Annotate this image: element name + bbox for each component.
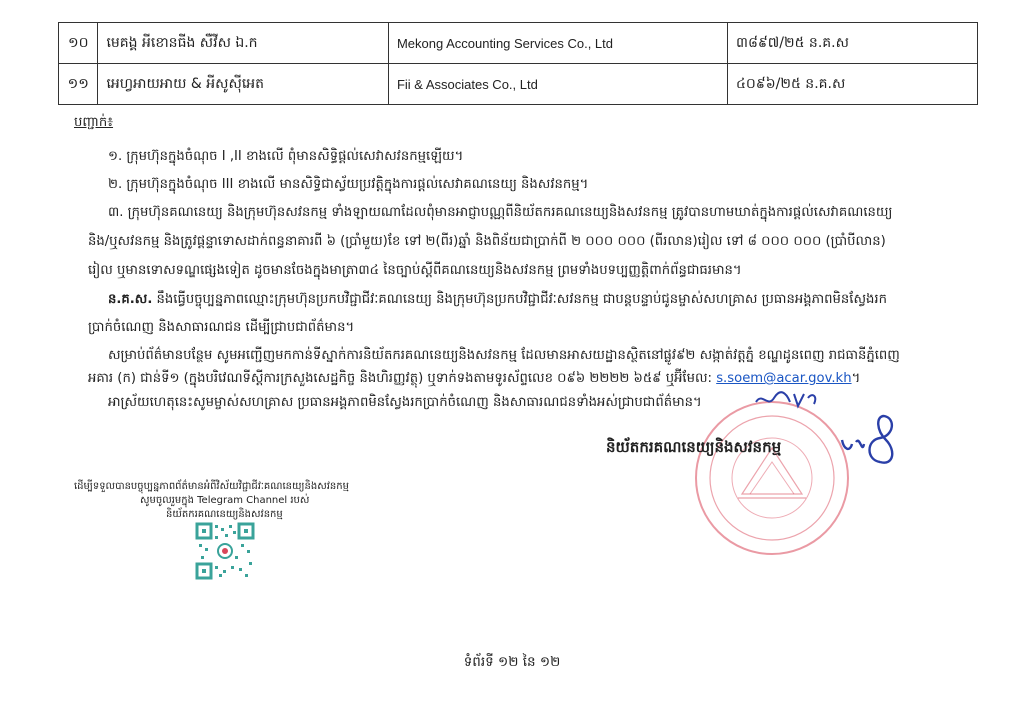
telegram-line-2: សូមចូលរួមក្នុង Telegram Channel របស់ — [140, 495, 310, 506]
note-3-line-3: រៀល ឬមានទោសទណ្ឌផ្សេងទៀត ដូចមានចែងក្នុងមាត្រា៣៤ នៃច្បាប់ស្តីពីគណនេយ្យនិងសវនកម្ម ព្រមទាំងបទប្បញ្ញត្តិពាក់ព័ន្ធជាធរមាន។ — [88, 263, 742, 278]
row-number: ១០ — [59, 23, 98, 64]
note-1: ១. ក្រុមហ៊ុនក្នុងចំណុច I ,II ខាងលើ ពុំមានសិទ្ធិផ្តល់សេវាសវនកម្មឡើយ។ — [108, 149, 464, 164]
registered-firms-table — [58, 22, 978, 105]
closing-paragraph: អាស្រ័យហេតុនេះសូមម្ចាស់សហគ្រាស ប្រធានអង្គភាពមិនស្វែងរកប្រាក់ចំណេញ និងសាធារណជនទាំងអស់ជ្រាបជាព័ត៌មាន។ — [108, 395, 702, 410]
note-2: ២. ក្រុមហ៊ុនក្នុងចំណុច III ខាងលើ មានសិទ្ធិជាស្វ័យប្រវត្តិក្នុងការផ្តល់សេវាគណនេយ្យ និងសវនកម្ម។ — [108, 177, 589, 192]
signature-title: និយ័តករគណនេយ្យនិងសវនកម្ម — [606, 438, 782, 456]
contact-paragraph-line-2 — [88, 366, 860, 392]
company-name-english: Mekong Accounting Services Co., Ltd — [388, 23, 727, 64]
update-paragraph-line-2: ប្រាក់ចំណេញ និងសាធារណជន ដើម្បីជ្រាបជាព័ត៌មាន។ — [88, 320, 355, 335]
contact-paragraph-line-1: សម្រាប់ព័ត៌មានបន្ថែម សូមអញ្ជើញមកកាន់ទីស្នាក់ការនិយ័តករគណនេយ្យនិងសវនកម្ម ដែលមានអាសយដ្ឋានស្ថិតនៅផ្លូវ៩២ សង្កាត់វត្តភ្នំ ខណ្ឌដូនពេញ រាជធានីភ្នំពេញ — [108, 348, 900, 363]
notes-label: បញ្ជាក់៖ — [74, 115, 114, 130]
telegram-note — [74, 480, 404, 522]
telegram-line-1: ដើម្បីទទួលបានបច្ចុប្បន្នភាពព័ត៌មានអំពីវិស័យវិជ្ជាជីវៈគណនេយ្យនិងសវនកម្ម — [74, 481, 349, 492]
update-paragraph-text: នឹងធ្វើបច្ចុប្បន្នភាពឈ្មោះក្រុមហ៊ុនប្រកបវិជ្ជាជីវៈគណនេយ្យ និងក្រុមហ៊ុនប្រកបវិជ្ជាជីវៈសវនកម្ម ជាបន្តបន្ទាប់ជូនម្ចាស់សហគ្រាស ប្រធានអង្គភាពមិនស្វែងរក — [152, 292, 887, 307]
registration-number: ៤០៩៦/២៥ ន.គ.ស — [727, 64, 977, 105]
registration-number: ៣៨៩៧/២៥ ន.គ.ស — [727, 23, 977, 64]
telegram-line-3: និយ័តករគណនេយ្យនិងសវនកម្ម — [166, 509, 283, 520]
telegram-qr-code[interactable] — [195, 522, 255, 580]
email-link[interactable]: s.soem@acar.gov.kh — [716, 371, 852, 386]
company-name-khmer: អេហ្វអាយអាយ & អីសូស៊ីអេត — [98, 64, 388, 105]
table-row — [59, 64, 978, 105]
contact-end: ។ — [851, 371, 861, 386]
table-row — [59, 23, 978, 64]
row-number: ១១ — [59, 64, 98, 105]
company-name-khmer: មេគង្គ អីខោនធីង សឺវីស ឯ.ក — [98, 23, 388, 64]
contact-text: អគារ (ក) ជាន់ទី១ (ក្នុងបរិវេណទីស្តីការក្រសួងសេដ្ឋកិច្ច និងហិរញ្ញវត្ថុ) ឬទាក់ទងតាមទូរស័ព្ទលេខ ០៩៦ ២២២២ ៦៥៩ ឬអ៊ីមែល: — [88, 371, 717, 386]
official-seal-stamp — [692, 398, 852, 558]
note-3-line-2: និង/ឬសវនកម្ម និងត្រូវផ្តន្ទាទោសដាក់ពន្ធនាគារពី ៦ (ប្រាំមួយ)ខែ ទៅ ២(ពីរ)ឆ្នាំ និងពិន័យជាប្រាក់ពី ២ ០០០ ០០០ (ពីរលាន)រៀល ទៅ ៨ ០០០ ០០០ (ប្រាំបីលាន) — [88, 234, 886, 249]
note-3-line-1: ៣. ក្រុមហ៊ុនគណនេយ្យ និងក្រុមហ៊ុនសវនកម្ម ទាំងឡាយណាដែលពុំមានអាជ្ញាបណ្ណពីនិយ័តករគណនេយ្យនិងសវនកម្ម ត្រូវបានហាមឃាត់ក្នុងការផ្តល់សេវាគណនេយ្យ — [108, 205, 893, 220]
page-number: ទំព័រទី ១២ នៃ ១២ — [463, 654, 561, 670]
signature-mark — [836, 410, 906, 470]
company-name-english: Fii & Associates Co., Ltd — [388, 64, 727, 105]
initials-mark — [752, 388, 822, 410]
update-paragraph-line-1 — [108, 287, 887, 313]
acar-abbreviation: ន.គ.ស. — [108, 292, 153, 307]
